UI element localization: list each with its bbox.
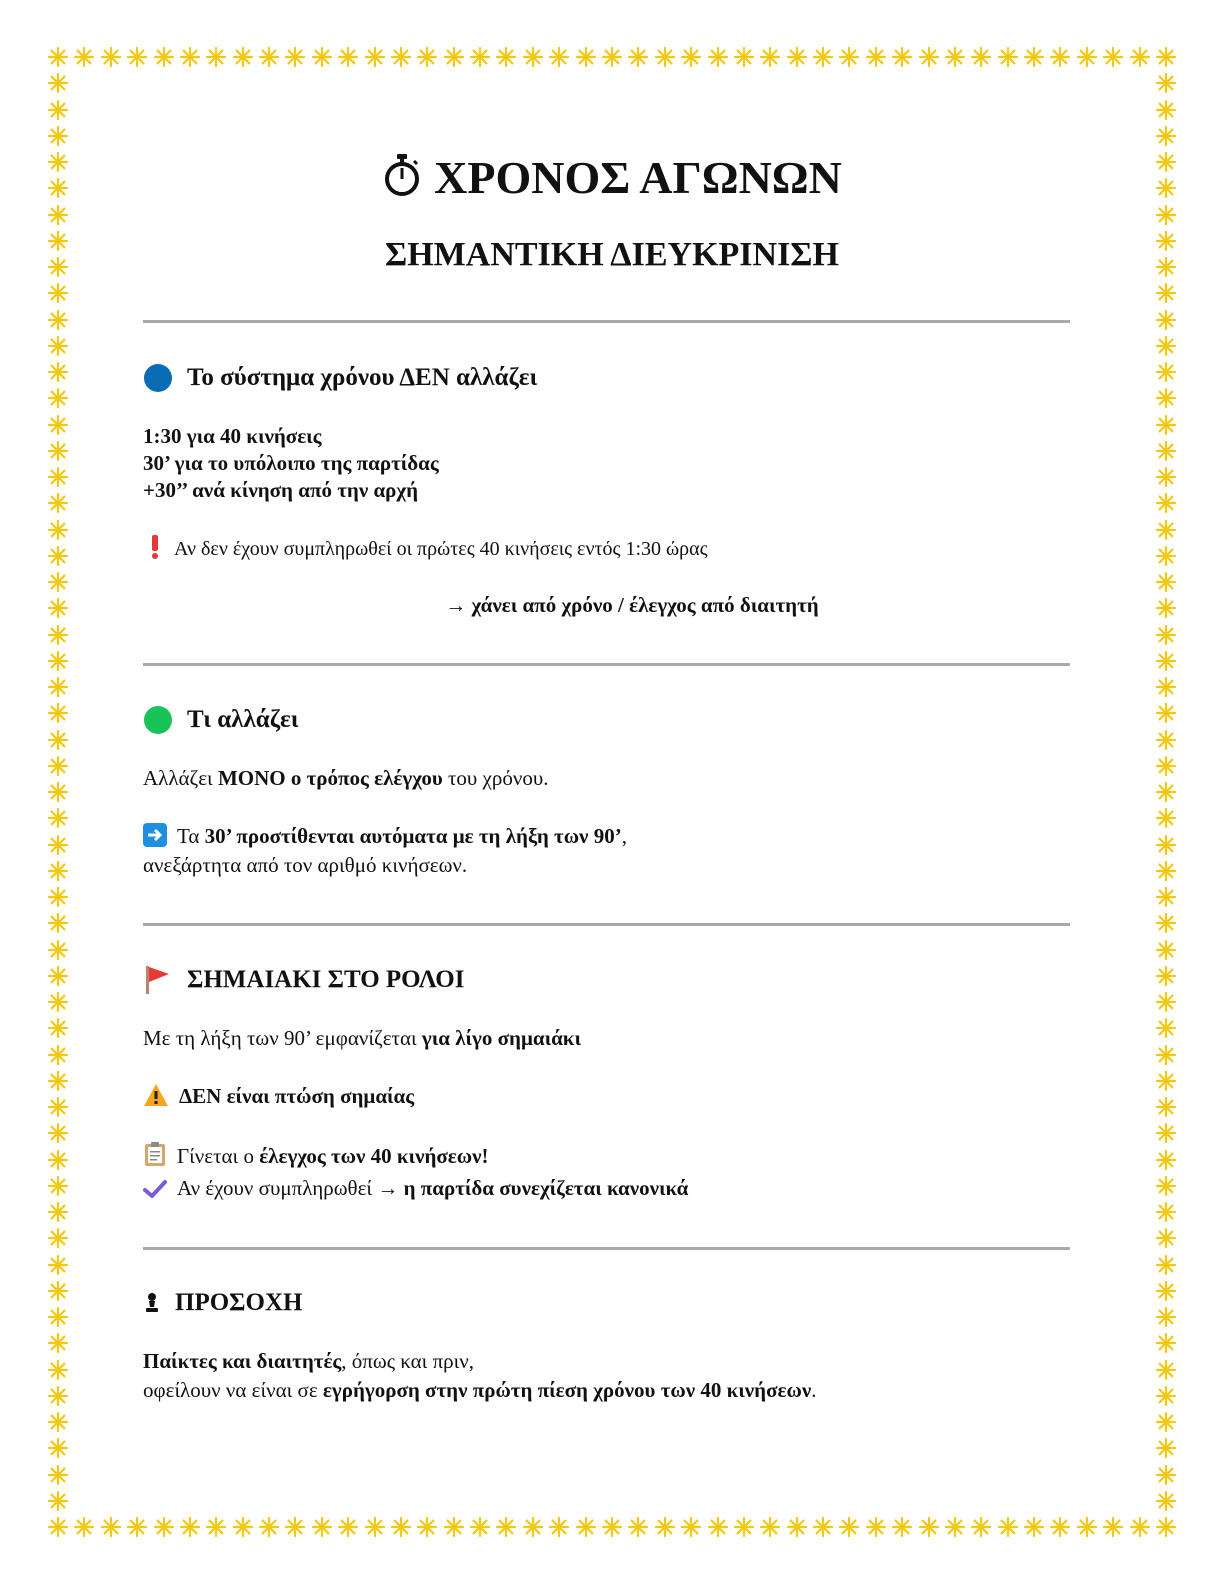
red-flag-icon xyxy=(143,965,177,995)
asterisk-star-icon xyxy=(866,1517,886,1537)
asterisk-star-icon xyxy=(681,1517,701,1537)
asterisk-star-icon xyxy=(1156,992,1176,1012)
asterisk-star-icon xyxy=(48,992,68,1012)
asterisk-star-icon xyxy=(48,441,68,461)
asterisk-star-icon xyxy=(1156,205,1176,225)
asterisk-star-icon xyxy=(734,1517,754,1537)
asterisk-star-icon xyxy=(1156,1333,1176,1353)
section4-line: οφείλουν να είναι σε εγρήγορση στην πρώτη πίεση χρόνου των 40 κινήσεων. xyxy=(143,1378,817,1402)
asterisk-star-icon xyxy=(1156,1045,1176,1065)
asterisk-star-icon xyxy=(523,1517,543,1537)
time-rule-line: 1:30 για 40 κινήσεις xyxy=(143,424,322,448)
asterisk-star-icon xyxy=(549,1517,569,1537)
asterisk-star-icon xyxy=(312,47,332,67)
asterisk-star-icon xyxy=(48,887,68,907)
asterisk-star-icon xyxy=(1156,782,1176,802)
asterisk-star-icon xyxy=(101,1517,121,1537)
asterisk-star-icon xyxy=(892,1517,912,1537)
asterisk-star-icon xyxy=(1050,47,1070,67)
chess-pawn-icon xyxy=(143,1292,165,1314)
asterisk-star-icon xyxy=(1103,1517,1123,1537)
asterisk-star-icon xyxy=(1156,467,1176,487)
asterisk-star-icon xyxy=(1156,1281,1176,1301)
asterisk-star-icon xyxy=(1130,47,1150,67)
asterisk-star-icon xyxy=(813,1517,833,1537)
asterisk-star-icon xyxy=(338,1517,358,1537)
asterisk-star-icon xyxy=(1156,1071,1176,1091)
right-arrow-icon xyxy=(143,823,167,847)
asterisk-star-icon xyxy=(1156,283,1176,303)
asterisk-star-icon xyxy=(48,1071,68,1091)
asterisk-star-icon xyxy=(101,47,121,67)
asterisk-star-icon xyxy=(48,966,68,986)
asterisk-star-icon xyxy=(338,47,358,67)
asterisk-star-icon xyxy=(1156,73,1176,93)
asterisk-star-icon xyxy=(1156,1018,1176,1038)
asterisk-star-icon xyxy=(48,388,68,408)
section2-heading-text: Τι αλλάζει xyxy=(187,706,299,733)
asterisk-star-icon xyxy=(1156,1176,1176,1196)
warning-triangle-icon xyxy=(143,1083,169,1107)
asterisk-star-icon xyxy=(259,1517,279,1537)
asterisk-star-icon xyxy=(971,47,991,67)
asterisk-star-icon xyxy=(1156,887,1176,907)
asterisk-star-icon xyxy=(48,913,68,933)
asterisk-star-icon xyxy=(1156,808,1176,828)
asterisk-star-icon xyxy=(708,1517,728,1537)
asterisk-star-icon xyxy=(628,1517,648,1537)
asterisk-star-icon xyxy=(1156,1517,1176,1537)
section3-line: ΔΕΝ είναι πτώση σημαίας xyxy=(143,1082,414,1110)
asterisk-star-icon xyxy=(628,47,648,67)
title-text: ΧΡΟΝΟΣ ΑΓΩΝΩΝ xyxy=(434,152,842,203)
section2-line: Τα 30’ προστίθενται αυτόματα με τη λήξη των 90’, xyxy=(143,822,627,850)
asterisk-star-icon xyxy=(48,625,68,645)
asterisk-star-icon xyxy=(1156,1412,1176,1432)
asterisk-star-icon xyxy=(180,47,200,67)
asterisk-star-icon xyxy=(1156,913,1176,933)
asterisk-star-icon xyxy=(1156,362,1176,382)
asterisk-star-icon xyxy=(48,782,68,802)
asterisk-star-icon xyxy=(1077,1517,1097,1537)
asterisk-star-icon xyxy=(1156,441,1176,461)
asterisk-star-icon xyxy=(259,47,279,67)
page-title xyxy=(0,150,1224,206)
asterisk-star-icon xyxy=(48,1097,68,1117)
asterisk-star-icon xyxy=(48,1360,68,1380)
asterisk-star-icon xyxy=(48,1465,68,1485)
section4-heading-text: ΠΡΟΣΟΧΗ xyxy=(175,1289,303,1316)
asterisk-star-icon xyxy=(48,677,68,697)
asterisk-star-icon xyxy=(1156,730,1176,750)
section2-heading xyxy=(143,705,298,735)
asterisk-star-icon xyxy=(48,1307,68,1327)
asterisk-star-icon xyxy=(48,467,68,487)
asterisk-star-icon xyxy=(1156,703,1176,723)
asterisk-star-icon xyxy=(734,47,754,67)
asterisk-star-icon xyxy=(74,1517,94,1537)
asterisk-star-icon xyxy=(1156,1307,1176,1327)
asterisk-star-icon xyxy=(48,362,68,382)
section3-line: Με τη λήξη των 90’ εμφανίζεται για λίγο σημαιάκι xyxy=(143,1026,581,1050)
asterisk-star-icon xyxy=(48,1412,68,1432)
asterisk-star-icon xyxy=(1156,1438,1176,1458)
asterisk-star-icon xyxy=(787,47,807,67)
asterisk-star-icon xyxy=(48,1281,68,1301)
section1-result: → χάνει από χρόνο / έλεγχος από διαιτητή xyxy=(445,593,819,617)
asterisk-star-icon xyxy=(602,47,622,67)
asterisk-star-icon xyxy=(839,47,859,67)
asterisk-star-icon xyxy=(998,47,1018,67)
asterisk-star-icon xyxy=(1156,1255,1176,1275)
asterisk-star-icon xyxy=(1156,47,1176,67)
exclamation-icon xyxy=(150,535,160,559)
asterisk-star-icon xyxy=(154,47,174,67)
asterisk-star-icon xyxy=(523,47,543,67)
asterisk-star-icon xyxy=(787,1517,807,1537)
section4-line: Παίκτες και διαιτητές, όπως και πριν, xyxy=(143,1349,475,1373)
asterisk-star-icon xyxy=(1024,1517,1044,1537)
asterisk-star-icon xyxy=(1077,47,1097,67)
asterisk-star-icon xyxy=(48,47,68,67)
check-mark-icon xyxy=(143,1179,167,1199)
asterisk-star-icon xyxy=(48,283,68,303)
asterisk-star-icon xyxy=(998,1517,1018,1537)
asterisk-star-icon xyxy=(813,47,833,67)
asterisk-star-icon xyxy=(708,47,728,67)
asterisk-star-icon xyxy=(1156,1465,1176,1485)
page-subtitle: ΣΗΜΑΝΤΙΚΗ ΔΙΕΥΚΡΙΝΙΣΗ xyxy=(385,236,839,273)
asterisk-star-icon xyxy=(48,1176,68,1196)
asterisk-star-icon xyxy=(127,1517,147,1537)
asterisk-star-icon xyxy=(48,310,68,330)
asterisk-star-icon xyxy=(48,1018,68,1038)
asterisk-star-icon xyxy=(1156,1097,1176,1117)
time-rule-line: +30’’ ανά κίνηση από την αρχή xyxy=(143,478,419,502)
asterisk-star-icon xyxy=(365,47,385,67)
asterisk-star-icon xyxy=(576,47,596,67)
asterisk-star-icon xyxy=(48,1202,68,1222)
asterisk-star-icon xyxy=(206,47,226,67)
asterisk-star-icon xyxy=(866,47,886,67)
asterisk-star-icon xyxy=(48,520,68,540)
asterisk-star-icon xyxy=(1130,1517,1150,1537)
divider xyxy=(143,663,1070,666)
asterisk-star-icon xyxy=(602,1517,622,1537)
asterisk-star-icon xyxy=(206,1517,226,1537)
asterisk-star-icon xyxy=(391,47,411,67)
asterisk-star-icon xyxy=(417,47,437,67)
asterisk-star-icon xyxy=(1156,940,1176,960)
asterisk-star-icon xyxy=(48,1491,68,1511)
asterisk-star-icon xyxy=(681,47,701,67)
asterisk-star-icon xyxy=(1156,572,1176,592)
asterisk-star-icon xyxy=(48,205,68,225)
asterisk-star-icon xyxy=(48,1386,68,1406)
asterisk-star-icon xyxy=(1156,677,1176,697)
asterisk-star-icon xyxy=(48,493,68,513)
asterisk-star-icon xyxy=(1156,1202,1176,1222)
asterisk-star-icon xyxy=(48,73,68,93)
asterisk-star-icon xyxy=(285,1517,305,1537)
asterisk-star-icon xyxy=(1156,756,1176,776)
stopwatch-icon xyxy=(382,153,422,197)
asterisk-star-icon xyxy=(1024,47,1044,67)
asterisk-star-icon xyxy=(1156,651,1176,671)
asterisk-star-icon xyxy=(1156,1150,1176,1170)
asterisk-star-icon xyxy=(48,1438,68,1458)
asterisk-star-icon xyxy=(655,47,675,67)
asterisk-star-icon xyxy=(127,47,147,67)
section1-warning xyxy=(150,535,708,563)
asterisk-star-icon xyxy=(496,1517,516,1537)
asterisk-star-icon xyxy=(48,703,68,723)
section2-line: ανεξάρτητα από τον αριθμό κινήσεων. xyxy=(143,853,468,877)
asterisk-star-icon xyxy=(1156,835,1176,855)
asterisk-star-icon xyxy=(48,1333,68,1353)
asterisk-star-icon xyxy=(1156,1386,1176,1406)
divider xyxy=(143,1247,1070,1250)
asterisk-star-icon xyxy=(365,1517,385,1537)
asterisk-star-icon xyxy=(48,730,68,750)
asterisk-star-icon xyxy=(1050,1517,1070,1537)
asterisk-star-icon xyxy=(549,47,569,67)
asterisk-star-icon xyxy=(48,651,68,671)
asterisk-star-icon xyxy=(180,1517,200,1537)
section3-line: Αν έχουν συμπληρωθεί → η παρτίδα συνεχίζεται κανονικά xyxy=(143,1174,688,1202)
asterisk-star-icon xyxy=(1156,100,1176,120)
asterisk-star-icon xyxy=(154,1517,174,1537)
asterisk-star-icon xyxy=(48,1517,68,1537)
asterisk-star-icon xyxy=(496,47,516,67)
asterisk-star-icon xyxy=(285,47,305,67)
section4-heading xyxy=(143,1288,302,1318)
asterisk-star-icon xyxy=(48,861,68,881)
asterisk-star-icon xyxy=(48,808,68,828)
asterisk-star-icon xyxy=(444,47,464,67)
asterisk-star-icon xyxy=(48,546,68,566)
asterisk-star-icon xyxy=(1156,1123,1176,1143)
asterisk-star-icon xyxy=(1156,126,1176,146)
asterisk-star-icon xyxy=(391,1517,411,1537)
section3-heading-text: ΣΗΜΑΙΑΚΙ ΣΤΟ ΡΟΛΟΙ xyxy=(187,966,465,993)
asterisk-star-icon xyxy=(48,1150,68,1170)
asterisk-star-icon xyxy=(919,1517,939,1537)
asterisk-star-icon xyxy=(1156,388,1176,408)
section1-heading xyxy=(143,363,537,393)
asterisk-star-icon xyxy=(1156,415,1176,435)
asterisk-star-icon xyxy=(470,47,490,67)
section3-heading xyxy=(143,965,464,995)
asterisk-star-icon xyxy=(576,1517,596,1537)
asterisk-star-icon xyxy=(971,1517,991,1537)
asterisk-star-icon xyxy=(48,415,68,435)
asterisk-star-icon xyxy=(1156,546,1176,566)
asterisk-star-icon xyxy=(760,47,780,67)
asterisk-star-icon xyxy=(1156,861,1176,881)
asterisk-star-icon xyxy=(1156,1228,1176,1248)
asterisk-star-icon xyxy=(655,1517,675,1537)
asterisk-star-icon xyxy=(1156,625,1176,645)
asterisk-star-icon xyxy=(48,572,68,592)
asterisk-star-icon xyxy=(48,100,68,120)
asterisk-star-icon xyxy=(417,1517,437,1537)
green-circle-icon xyxy=(143,705,177,735)
asterisk-star-icon xyxy=(74,47,94,67)
asterisk-star-icon xyxy=(1156,493,1176,513)
divider xyxy=(143,320,1070,323)
warning-text: Αν δεν έχουν συμπληρωθεί οι πρώτες 40 κινήσεις εντός 1:30 ώρας xyxy=(174,538,708,560)
asterisk-star-icon xyxy=(919,47,939,67)
section2-line: Αλλάζει ΜΟΝΟ ο τρόπος ελέγχου του χρόνου. xyxy=(143,766,549,790)
asterisk-star-icon xyxy=(1156,310,1176,330)
asterisk-star-icon xyxy=(1156,1360,1176,1380)
asterisk-star-icon xyxy=(48,835,68,855)
asterisk-star-icon xyxy=(48,1255,68,1275)
section1-heading-text: Το σύστημα χρόνου ΔΕΝ αλλάζει xyxy=(187,364,538,391)
asterisk-star-icon xyxy=(48,336,68,356)
asterisk-star-icon xyxy=(1103,47,1123,67)
asterisk-star-icon xyxy=(839,1517,859,1537)
asterisk-star-icon xyxy=(312,1517,332,1537)
asterisk-star-icon xyxy=(945,47,965,67)
asterisk-star-icon xyxy=(945,1517,965,1537)
asterisk-star-icon xyxy=(48,1228,68,1248)
time-rule-line: 30’ για το υπόλοιπο της παρτίδας xyxy=(143,451,439,475)
asterisk-star-icon xyxy=(48,1123,68,1143)
asterisk-star-icon xyxy=(760,1517,780,1537)
asterisk-star-icon xyxy=(892,47,912,67)
asterisk-star-icon xyxy=(233,47,253,67)
asterisk-star-icon xyxy=(444,1517,464,1537)
asterisk-star-icon xyxy=(48,126,68,146)
asterisk-star-icon xyxy=(1156,1491,1176,1511)
asterisk-star-icon xyxy=(48,940,68,960)
asterisk-star-icon xyxy=(1156,520,1176,540)
asterisk-star-icon xyxy=(48,1045,68,1065)
asterisk-star-icon xyxy=(470,1517,490,1537)
blue-circle-icon xyxy=(143,363,177,393)
asterisk-star-icon xyxy=(1156,336,1176,356)
asterisk-star-icon xyxy=(48,756,68,776)
clipboard-icon xyxy=(143,1141,167,1167)
divider xyxy=(143,923,1070,926)
section3-line: Γίνεται ο έλεγχος των 40 κινήσεων! xyxy=(143,1141,489,1170)
asterisk-star-icon xyxy=(233,1517,253,1537)
asterisk-star-icon xyxy=(1156,966,1176,986)
